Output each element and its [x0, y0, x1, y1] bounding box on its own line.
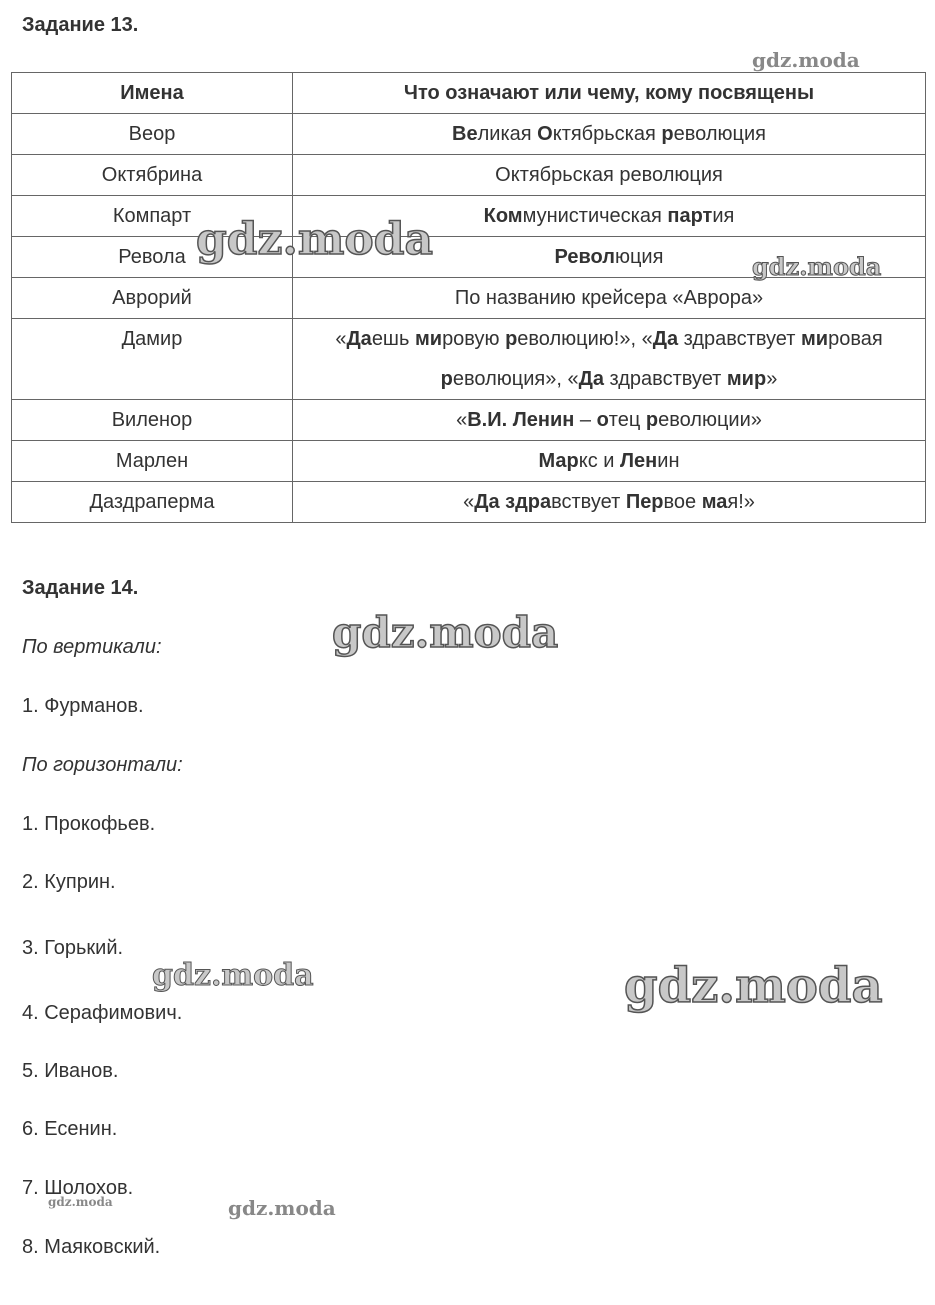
table-row — [12, 441, 926, 482]
text-fragment: ия — [712, 205, 735, 227]
horizontal-label: По горизонтали: — [22, 754, 183, 776]
text-fragment: « — [463, 491, 475, 513]
highlight-fragment: ма — [701, 491, 728, 513]
vertical-item: 1. Фурманов. — [22, 695, 144, 717]
task-13-heading: Задание 13. — [22, 14, 139, 36]
highlight-fragment: Да здра — [474, 491, 552, 513]
text-fragment: ин — [657, 450, 680, 472]
text-fragment: я!» — [727, 491, 755, 513]
vertical-label: По вертикали: — [22, 636, 162, 658]
horizontal-item-6: 6. Есенин. — [22, 1118, 118, 1140]
meaning-cell — [293, 114, 926, 155]
meaning-cell — [293, 441, 926, 482]
meaning-cell — [293, 196, 926, 237]
watermark: gdz.moda — [152, 958, 314, 993]
text-fragment: ровую — [442, 328, 506, 350]
text-fragment: еволюцию!», « — [517, 328, 653, 350]
text-fragment: – — [574, 409, 597, 431]
table-row — [12, 319, 926, 400]
watermark: gdz.moda — [196, 214, 434, 265]
text-fragment: еволюция — [673, 123, 766, 145]
meaning-cell — [293, 155, 926, 196]
table-row — [12, 155, 926, 196]
table-header-row — [12, 73, 926, 114]
highlight-fragment: Револ — [554, 246, 615, 268]
meaning-cell — [293, 319, 926, 400]
text-fragment: » — [766, 368, 778, 390]
highlight-fragment: Да — [346, 328, 372, 350]
horizontal-item-7: 7. Шолохов. — [22, 1177, 134, 1199]
watermark: gdz.moda — [752, 48, 860, 72]
highlight-fragment: В.И. Ленин — [467, 409, 575, 431]
highlight-fragment: ми — [414, 328, 443, 350]
highlight-fragment: парт — [667, 205, 713, 227]
text-fragment: ешь — [371, 328, 415, 350]
name-cell: Аврорий — [12, 278, 293, 319]
text-fragment: тец — [608, 409, 646, 431]
header-names: Имена — [12, 73, 293, 114]
name-cell: Даздраперма — [12, 482, 293, 523]
highlight-fragment: мир — [726, 368, 767, 390]
watermark: gdz.moda — [48, 1195, 113, 1209]
watermark: gdz.moda — [228, 1196, 336, 1220]
text-fragment: ровая — [828, 328, 883, 350]
highlight-fragment: Ве — [452, 123, 478, 145]
text-fragment: По названию крейсера «Аврора» — [454, 287, 764, 309]
text-fragment: « — [456, 409, 468, 431]
text-fragment: Октябрьская революция — [495, 164, 723, 186]
table-row — [12, 114, 926, 155]
name-cell: Виленор — [12, 400, 293, 441]
text-fragment: « — [335, 328, 347, 350]
highlight-fragment: Мар — [538, 450, 579, 472]
watermark: gdz.moda — [624, 958, 883, 1014]
text-fragment: ликая — [477, 123, 538, 145]
horizontal-item-4: 4. Серафимович. — [22, 1002, 183, 1024]
highlight-fragment: р — [645, 409, 659, 431]
meaning-cell — [293, 482, 926, 523]
highlight-fragment: ми — [800, 328, 829, 350]
highlight-fragment: О — [537, 123, 553, 145]
table-row — [12, 237, 926, 278]
name-cell: Веор — [12, 114, 293, 155]
text-fragment: здравствует — [603, 368, 727, 390]
name-cell: Марлен — [12, 441, 293, 482]
task-14-heading: Задание 14. — [22, 577, 139, 599]
table-row — [12, 400, 926, 441]
names-table — [11, 72, 926, 523]
name-cell: Компарт — [12, 196, 293, 237]
highlight-fragment: Пер — [625, 491, 664, 513]
table-row — [12, 482, 926, 523]
text-fragment: юция — [614, 246, 664, 268]
horizontal-item-3: 3. Горький. — [22, 937, 124, 959]
text-fragment: ктябрьская — [552, 123, 662, 145]
highlight-fragment: Ком — [483, 205, 523, 227]
text-fragment: мунистическая — [522, 205, 668, 227]
table-row — [12, 196, 926, 237]
horizontal-item-2: 2. Куприн. — [22, 871, 116, 893]
text-fragment: вствует — [551, 491, 626, 513]
highlight-fragment: Да — [578, 368, 604, 390]
watermark: gdz.moda — [752, 252, 882, 281]
header-meaning: Что означают или чему, кому посвящены — [293, 73, 926, 114]
name-cell: Револа — [12, 237, 293, 278]
highlight-fragment: Лен — [620, 450, 658, 472]
name-cell: Дамир — [12, 319, 293, 400]
horizontal-item-1: 1. Прокофьев. — [22, 813, 156, 835]
text-fragment: еволюция», « — [452, 368, 579, 390]
name-cell: Октябрина — [12, 155, 293, 196]
meaning-cell — [293, 400, 926, 441]
text-fragment: еволюции» — [658, 409, 762, 431]
text-fragment: кс и — [578, 450, 621, 472]
highlight-fragment: Да — [652, 328, 679, 350]
highlight-fragment: р — [505, 328, 518, 350]
text-fragment: здравствует — [678, 328, 801, 350]
watermark: gdz.moda — [332, 608, 559, 657]
text-fragment: вое — [663, 491, 702, 513]
highlight-fragment: р — [440, 368, 453, 390]
table-row — [12, 278, 926, 319]
meaning-cell — [293, 278, 926, 319]
horizontal-item-5: 5. Иванов. — [22, 1060, 119, 1082]
meaning-cell — [293, 237, 926, 278]
horizontal-item-8: 8. Маяковский. — [22, 1236, 161, 1258]
highlight-fragment: р — [661, 123, 674, 145]
highlight-fragment: о — [596, 409, 609, 431]
